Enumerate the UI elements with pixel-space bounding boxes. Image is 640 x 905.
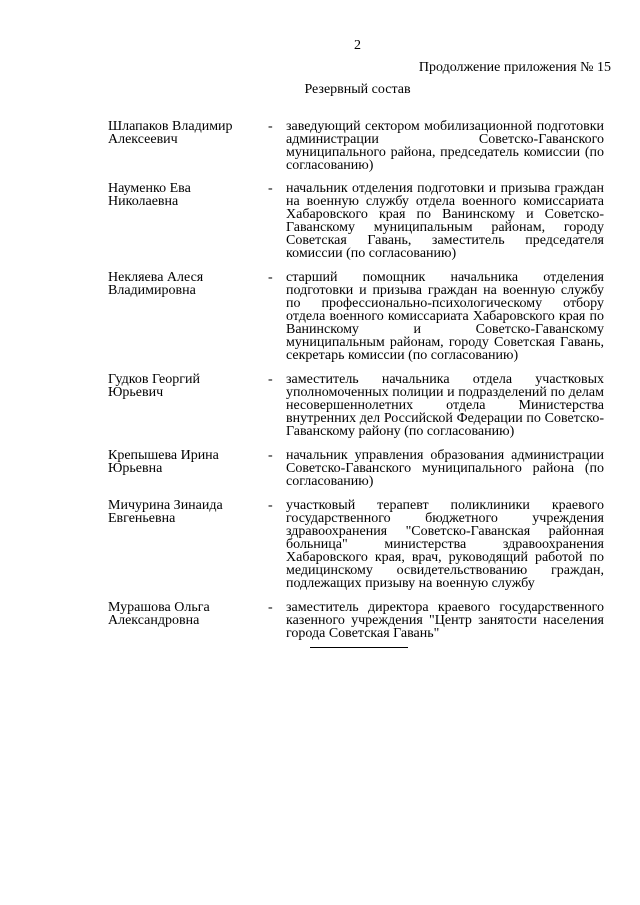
appendix-note: Продолжение приложения № 15 (418, 60, 611, 75)
member-patronymic: Юрьевна (108, 461, 163, 476)
member-role: начальник отделения подготовки и призыва граждан на военную службу отдела военного комиссариата Хабаровского края по Ванинскому и Советско-Гаванскому муниципальным районам, городу Советская Гавань, заместитель председателя комиссии (по согласованию) (286, 181, 604, 261)
member-patronymic: Юрьевич (108, 385, 164, 400)
member-name (108, 120, 268, 146)
member-patronymic: Владимировна (108, 283, 196, 298)
member-dash: - (268, 498, 273, 513)
member-surname-firstname: Мичурина Зинаида (108, 498, 223, 513)
member-name (108, 373, 268, 399)
member-name (108, 449, 268, 475)
page-number: 2 (354, 38, 361, 53)
member-dash: - (268, 270, 273, 285)
member-dash: - (268, 372, 273, 387)
member-entry (108, 271, 604, 362)
member-entry (108, 120, 604, 172)
section-title: Резервный состав (304, 82, 411, 97)
member-surname-firstname: Мурашова Ольга (108, 600, 210, 615)
member-patronymic: Николаевна (108, 194, 179, 209)
member-name (108, 601, 268, 627)
member-surname-firstname: Гудков Георгий (108, 372, 200, 387)
member-dash: - (268, 600, 273, 615)
member-entry (108, 499, 604, 590)
member-role: старший помощник начальника отделения подготовки и призыва граждан на военную службу по профессионально-психологическому отбору отдела военного комиссариата Хабаровского края по Ванинскому и Советско-Гаванскому муниципальным районам, городу Советская Гавань, секретарь комиссии (по согласованию) (286, 270, 604, 363)
member-role: участковый терапевт поликлиники краевого государственного бюджетного учреждения здравоохранения "Советско-Гаванская районная больница" министерства здравоохранения Хабаровского края, врач, руководящий работой по медицинскому освидетельствованию граждан, подлежащих призыву на военную службу (286, 498, 604, 591)
member-entry (108, 182, 604, 260)
footer-divider-line (310, 647, 408, 648)
member-patronymic: Евгеньевна (108, 511, 176, 526)
member-role: заведующий сектором мобилизационной подготовки администрации Советско-Гаванского муниципального района, председатель комиссии (по согласованию) (286, 119, 604, 173)
member-dash: - (268, 181, 273, 196)
member-surname-firstname: Крепышева Ирина (108, 448, 219, 463)
member-role: заместитель директора краевого государственного казенного учреждения "Центр занятости населения города Советская Гавань" (286, 600, 604, 641)
member-entry (108, 449, 604, 488)
member-surname-firstname: Некляева Алеся (108, 270, 204, 285)
member-patronymic: Александровна (108, 613, 200, 628)
member-dash: - (268, 448, 273, 463)
member-dash: - (268, 119, 273, 134)
member-role: заместитель начальника отдела участковых уполномоченных полиции и подразделений по делам несовершеннолетних отдела Министерства внутренних дел Российской Федерации по Советско-Гаванскому району (по согласованию) (286, 372, 604, 439)
member-patronymic: Алексеевич (108, 132, 178, 147)
member-surname-firstname: Науменко Ева (108, 181, 191, 196)
reserve-members-list (108, 120, 604, 649)
member-name (108, 271, 268, 297)
member-surname-firstname: Шлапаков Владимир (108, 119, 233, 134)
member-role: начальник управления образования администрации Советско-Гаванского муниципального района (по согласованию) (286, 448, 604, 489)
member-entry (108, 601, 604, 640)
member-name (108, 499, 268, 525)
member-name (108, 182, 268, 208)
member-entry (108, 373, 604, 438)
